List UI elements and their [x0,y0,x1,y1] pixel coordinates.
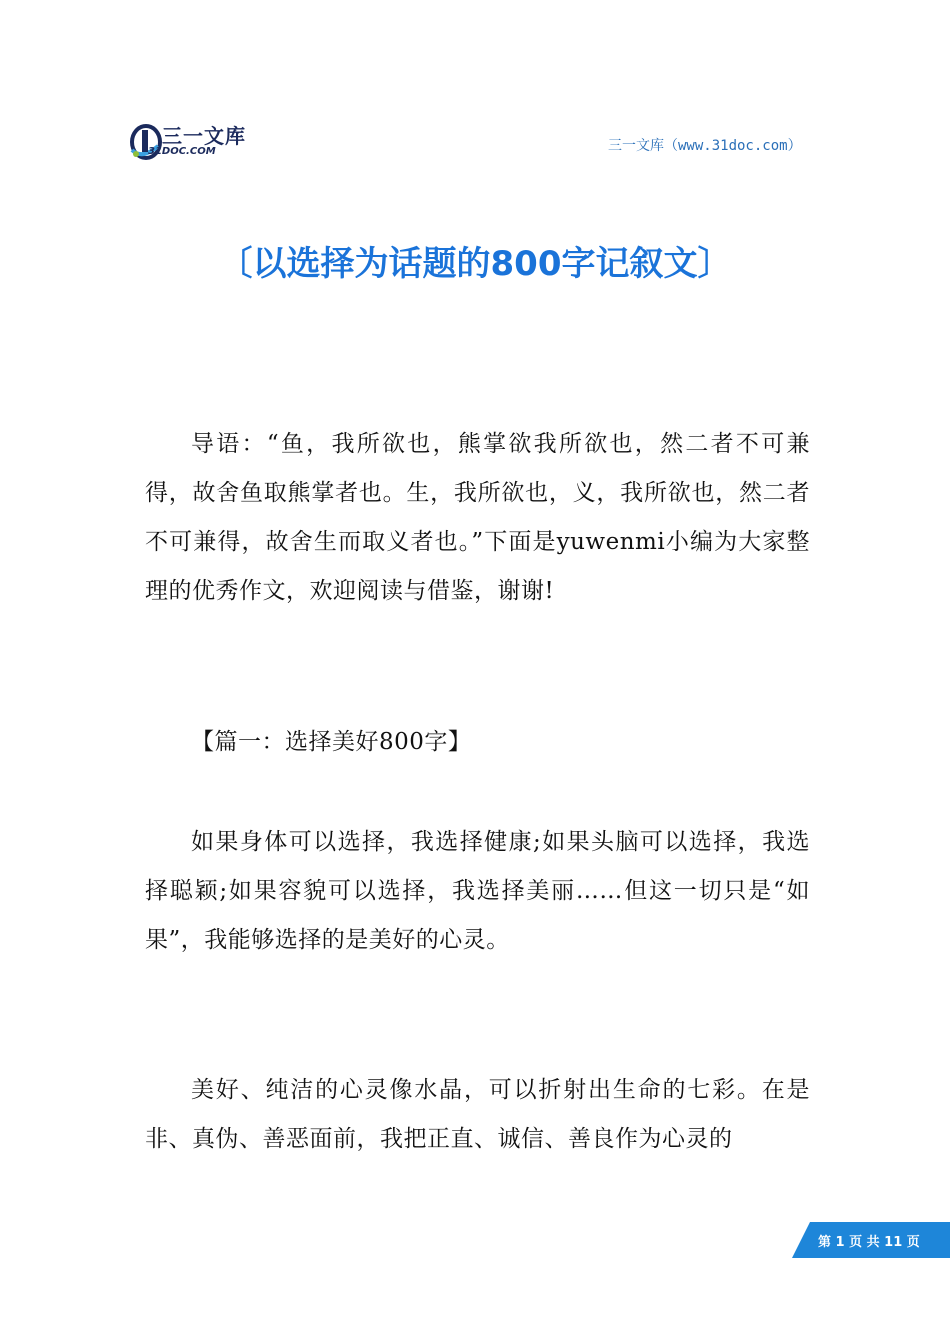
intro-paragraph: 导语：“鱼，我所欲也，熊掌欲我所欲也，然二者不可兼得，故舍鱼取熊掌者也。生，我所欲也，义，我所欲也，然二者不可兼得，故舍生而取义者也。”下面是yuwenmi小编为大家整理的优秀作文，欢迎阅读与借鉴，谢谢! [145,431,810,604]
section-heading: 【篇一：选择美好800字】 [191,729,472,755]
page-indicator: 第 1 页 共 11 页 [818,1235,920,1250]
site-logo[interactable] [128,118,248,164]
page-indicator-tab [792,1222,950,1258]
page-header [0,0,950,170]
document-title: 〔以选择为话题的800字记叙文〕 [218,244,732,284]
body-paragraph-block-2 [145,1066,810,1164]
section-heading-block [145,718,810,767]
site-link[interactable]: 三一文库（www.31doc.com） [608,138,802,154]
body-paragraph-block-1 [145,818,810,965]
body-paragraph: 美好、纯洁的心灵像水晶，可以折射出生命的七彩。在是非、真伪、善恶面前，我把正直、诚信、善良作为心灵的 [145,1077,810,1152]
intro-paragraph-block [145,420,810,616]
logo-text: 三一文库 [162,124,246,148]
logo-subtext: 31DOC.COM [148,146,216,157]
body-paragraph: 如果身体可以选择，我选择健康;如果头脑可以选择，我选择聪颖;如果容貌可以选择，我选择美丽……但这一切只是“如果”，我能够选择的是美好的心灵。 [145,829,810,953]
